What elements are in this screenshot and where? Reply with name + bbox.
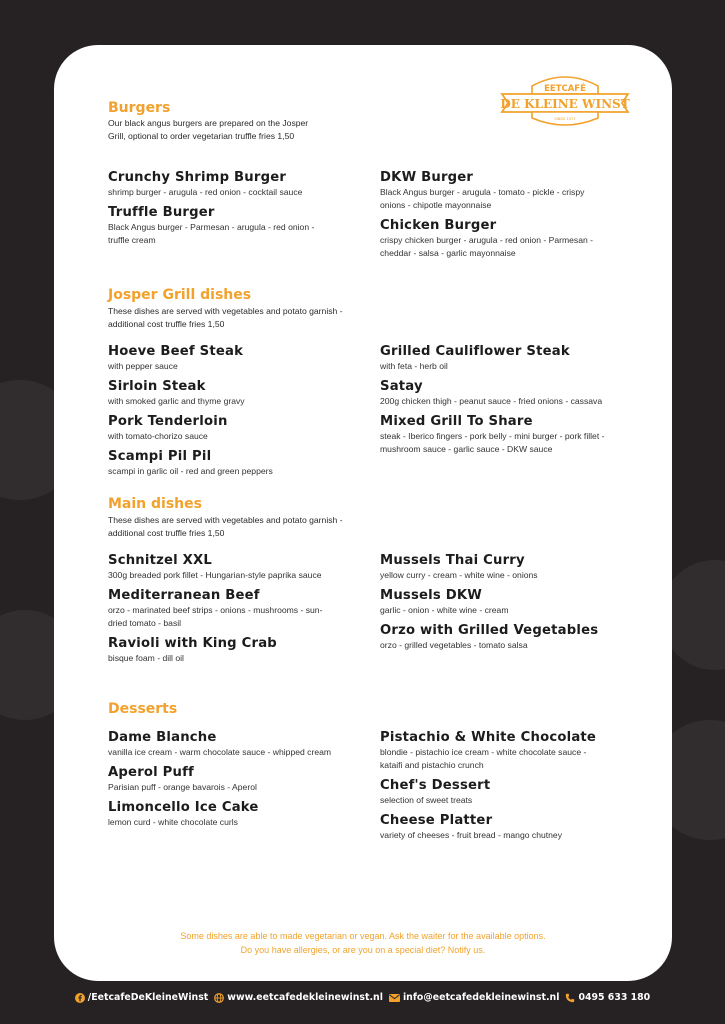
phone-link[interactable] <box>565 992 650 1003</box>
item-desc: orzo - grilled vegetables - tomato salsa <box>380 640 528 650</box>
facebook-icon <box>75 993 85 1003</box>
item-name: Schnitzel XXL <box>108 553 212 568</box>
item-desc: scampi in garlic oil - red and green peppers <box>108 466 273 476</box>
item-desc: crispy chicken burger - arugula - red onion - Parmesan - cheddar - salsa - garlic mayonnaise <box>380 235 594 258</box>
menu-item <box>108 552 338 582</box>
menu-item <box>108 343 338 373</box>
item-desc: with pepper sauce <box>108 361 178 371</box>
section-title-main: Main dishes <box>108 496 202 512</box>
item-name: Limoncello Ice Cake <box>108 800 259 815</box>
mail-icon <box>389 994 400 1002</box>
main-right-column <box>380 552 610 657</box>
item-desc: steak - Iberico fingers - pork belly - mini burger - pork fillet - mushroom sauce - garlic sauce - DKW sauce <box>380 431 605 454</box>
item-name: Grilled Cauliflower Steak <box>380 344 570 359</box>
menu-item <box>108 587 338 630</box>
menu-item <box>380 777 610 807</box>
globe-icon <box>214 993 224 1003</box>
item-name: Cheese Platter <box>380 813 493 828</box>
item-name: Pistachio & White Chocolate <box>380 730 597 745</box>
item-desc: lemon curd - white chocolate curls <box>108 817 238 827</box>
burgers-left-column <box>108 169 338 252</box>
section-desc-burgers: Our black angus burgers are prepared on the Josper Grill, optional to order vegetarian truffle fries 1,50 <box>108 118 309 141</box>
menu-item <box>108 448 338 478</box>
burgers-right-column <box>380 169 610 265</box>
facebook-text: /EetcafeDeKleineWinst <box>87 992 209 1003</box>
item-name: Dame Blanche <box>108 730 217 745</box>
item-name: DKW Burger <box>380 170 474 185</box>
menu-item <box>380 413 610 456</box>
email-link[interactable] <box>389 992 559 1003</box>
item-desc: selection of sweet treats <box>380 795 473 805</box>
item-desc: 300g breaded pork fillet - Hungarian-style paprika sauce <box>108 570 322 580</box>
main-left-column <box>108 552 338 670</box>
item-desc: Black Angus burger - Parmesan - arugula - red onion - truffle cream <box>108 222 315 245</box>
menu-item <box>380 812 610 842</box>
dietary-note-line1: Some dishes are able to made vegetarian or vegan. Ask the waiter for the available options. <box>180 931 546 941</box>
section-title-josper: Josper Grill dishes <box>108 287 252 303</box>
item-name: Mixed Grill To Share <box>380 414 533 429</box>
menu-item <box>108 764 338 794</box>
josper-right-column <box>380 343 610 461</box>
section-title-burgers: Burgers <box>108 100 171 116</box>
item-name: Mussels DKW <box>380 588 483 603</box>
item-desc: shrimp burger - arugula - red onion - cocktail sauce <box>108 187 303 197</box>
dietary-note <box>54 930 672 957</box>
menu-item <box>108 635 338 665</box>
item-name: Sirloin Steak <box>108 379 206 394</box>
item-name: Hoeve Beef Steak <box>108 344 244 359</box>
item-name: Mussels Thai Curry <box>380 553 525 568</box>
email-text: info@eetcafedekleinewinst.nl <box>402 992 560 1003</box>
item-name: Satay <box>380 379 423 394</box>
menu-item <box>380 729 610 772</box>
contact-footer <box>0 992 725 1003</box>
menu-item <box>108 413 338 443</box>
item-desc: Parisian puff - orange bavarois - Aperol <box>108 782 257 792</box>
item-desc: garlic - onion - white wine - cream <box>380 605 509 615</box>
facebook-link[interactable] <box>75 992 209 1003</box>
menu-item <box>108 799 338 829</box>
item-name: Mediterranean Beef <box>108 588 260 603</box>
menu-item <box>108 378 338 408</box>
item-desc: with feta - herb oil <box>380 361 448 371</box>
dietary-note-line2: Do you have allergies, or are you on a special diet? Notify us. <box>240 944 486 955</box>
desserts-right-column <box>380 729 610 847</box>
item-name: Ravioli with King Crab <box>108 636 277 651</box>
phone-icon <box>565 993 575 1003</box>
desserts-left-column <box>108 729 338 834</box>
menu-item <box>380 217 610 260</box>
item-desc: 200g chicken thigh - peanut sauce - fried onions - cassava <box>380 396 603 406</box>
menu-item <box>380 343 610 373</box>
section-desc-main: These dishes are served with vegetables and potato garnish - additional cost truffle fries 1,50 <box>108 515 343 538</box>
section-title-desserts: Desserts <box>108 701 178 717</box>
item-name: Truffle Burger <box>108 205 215 220</box>
menu-item <box>108 169 338 199</box>
item-desc: yellow curry - cream - white wine - onions <box>380 570 538 580</box>
menu-item <box>108 729 338 759</box>
item-name: Pork Tenderloin <box>108 414 228 429</box>
logo-main-text: DE KLEINE WINST <box>500 97 630 111</box>
josper-left-column <box>108 343 338 483</box>
item-desc: vanilla ice cream - warm chocolate sauce - whipped cream <box>108 747 332 757</box>
item-desc: bisque foam - dill oil <box>108 653 184 663</box>
logo-top-text: EETCAFÉ <box>544 84 586 94</box>
menu-item <box>380 587 610 617</box>
website-text: www.eetcafedekleinewinst.nl <box>227 992 383 1003</box>
item-name: Chef's Dessert <box>380 778 491 793</box>
menu-item <box>380 552 610 582</box>
menu-item <box>380 169 610 212</box>
item-name: Aperol Puff <box>108 765 194 780</box>
menu-item <box>380 378 610 408</box>
section-desc-josper: These dishes are served with vegetables and potato garnish - additional cost truffle fries 1,50 <box>108 306 343 329</box>
item-desc: with smoked garlic and thyme gravy <box>108 396 245 406</box>
phone-text: 0495 633 180 <box>578 992 651 1003</box>
item-desc: variety of cheeses - fruit bread - mango chutney <box>380 830 562 840</box>
restaurant-logo <box>498 72 632 130</box>
item-desc: with tomato-chorizo sauce <box>108 431 208 441</box>
item-desc: Black Angus burger - arugula - tomato - pickle - crispy onions - chipotle mayonnaise <box>380 187 585 210</box>
logo-bottom-text: SINDS 1977 <box>554 117 576 121</box>
item-desc: orzo - marinated beef strips - onions - mushrooms - sun-dried tomato - basil <box>108 605 323 628</box>
item-desc: blondie - pistachio ice cream - white chocolate sauce - kataifi and pistachio crunch <box>380 747 587 770</box>
item-name: Scampi Pil Pil <box>108 449 212 464</box>
menu-item <box>380 622 610 652</box>
item-name: Crunchy Shrimp Burger <box>108 170 287 185</box>
menu-item <box>108 204 338 247</box>
website-link[interactable] <box>214 992 383 1003</box>
item-name: Chicken Burger <box>380 218 497 233</box>
item-name: Orzo with Grilled Vegetables <box>380 623 599 638</box>
